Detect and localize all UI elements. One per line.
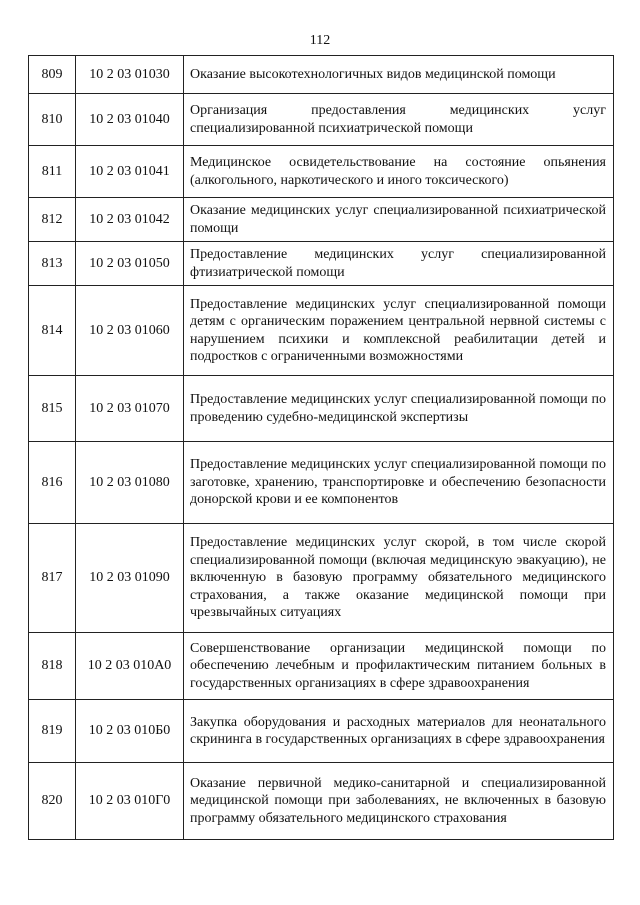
classification-code: 10 2 03 01050 (76, 242, 184, 286)
row-description: Оказание первичной медико-санитарной и специализированной медицинской помощи при заболеваниях, не включенных в базовую программу обязательного медицинского страхования (184, 763, 614, 840)
table-row (29, 376, 614, 442)
classification-code: 10 2 03 01060 (76, 286, 184, 376)
row-number: 810 (29, 94, 76, 146)
table-row (29, 146, 614, 198)
row-number: 816 (29, 442, 76, 524)
table-row (29, 286, 614, 376)
classification-code: 10 2 03 010Г0 (76, 763, 184, 840)
table-row (29, 94, 614, 146)
page-number: 112 (309, 33, 331, 48)
row-number: 811 (29, 146, 76, 198)
table-row (29, 442, 614, 524)
classification-code: 10 2 03 01040 (76, 94, 184, 146)
row-number: 819 (29, 700, 76, 763)
table-row (29, 56, 614, 94)
row-number: 818 (29, 633, 76, 700)
row-description: Организация предоставления медицинских услуг специализированной психиатрической помощи (184, 94, 614, 146)
budget-classification-table (28, 55, 614, 840)
table-row (29, 242, 614, 286)
row-description: Оказание высокотехнологичных видов медицинской помощи (184, 56, 614, 94)
row-description: Закупка оборудования и расходных материалов для неонатального скрининга в государственных организациях в сфере здравоохранения (184, 700, 614, 763)
row-description: Предоставление медицинских услуг специализированной фтизиатрической помощи (184, 242, 614, 286)
row-number: 813 (29, 242, 76, 286)
table-row (29, 198, 614, 242)
row-number: 809 (29, 56, 76, 94)
row-number: 817 (29, 524, 76, 633)
classification-code: 10 2 03 01070 (76, 376, 184, 442)
table-row (29, 700, 614, 763)
row-number: 812 (29, 198, 76, 242)
row-description: Предоставление медицинских услуг скорой, в том числе скорой специализированной помощи (включая медицинскую эвакуацию), не включенную в базовую программу обязательного медицинского страхования, а также оказание медицинской помощи при чрезвычайных ситуациях (184, 524, 614, 633)
table-row (29, 524, 614, 633)
classification-code: 10 2 03 01080 (76, 442, 184, 524)
row-description: Предоставление медицинских услуг специализированной помощи по заготовке, хранению, транспортировке и обеспечению безопасности донорской крови и ее компонентов (184, 442, 614, 524)
row-description: Медицинское освидетельствование на состояние опьянения (алкогольного, наркотического и иного токсического) (184, 146, 614, 198)
table-row (29, 633, 614, 700)
classification-code: 10 2 03 01041 (76, 146, 184, 198)
row-description: Оказание медицинских услуг специализированной психиатрической помощи (184, 198, 614, 242)
row-description: Совершенствование организации медицинской помощи по обеспечению лечебным и профилактическим питанием больных в государственных организациях в сфере здравоохранения (184, 633, 614, 700)
classification-code: 10 2 03 010А0 (76, 633, 184, 700)
classification-code: 10 2 03 01042 (76, 198, 184, 242)
classification-code: 10 2 03 01090 (76, 524, 184, 633)
classification-code: 10 2 03 01030 (76, 56, 184, 94)
row-description: Предоставление медицинских услуг специализированной помощи детям с органическим поражением центральной нервной системы с нарушением психики и комплексной реабилитации детей и подростков с ограниченными возможностями (184, 286, 614, 376)
row-number: 815 (29, 376, 76, 442)
row-number: 814 (29, 286, 76, 376)
row-number: 820 (29, 763, 76, 840)
row-description: Предоставление медицинских услуг специализированной помощи по проведению судебно-медицинской экспертизы (184, 376, 614, 442)
table-row (29, 763, 614, 840)
classification-code: 10 2 03 010Б0 (76, 700, 184, 763)
